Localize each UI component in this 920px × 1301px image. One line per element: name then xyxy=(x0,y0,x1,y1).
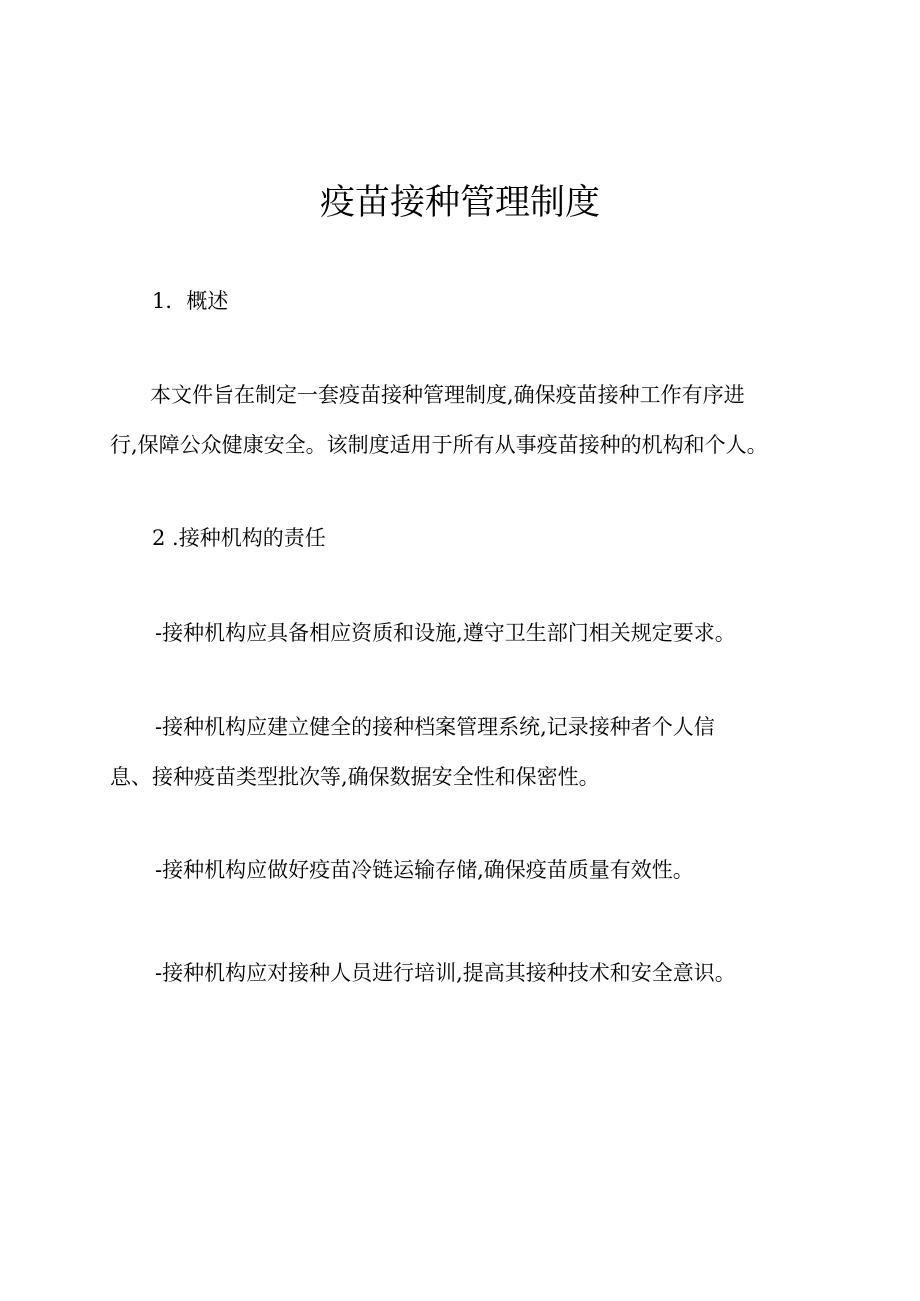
section-1-paragraph-line-1: 本文件旨在制定一套疫苗接种管理制度,确保疫苗接种工作有序进 xyxy=(150,383,745,407)
section-2-item-3: -接种机构应做好疫苗冷链运输存储,确保疫苗质量有效性。 xyxy=(155,858,694,882)
document-title: 疫苗接种管理制度 xyxy=(319,183,600,223)
section-2-item-2-line-1: -接种机构应建立健全的接种档案管理系统,记录接种者个人信 xyxy=(155,715,715,739)
section-1-heading: 1．概述 xyxy=(152,289,229,313)
section-2-item-4: -接种机构应对接种人员进行培训,提高其接种技术和安全意识。 xyxy=(155,961,736,985)
section-2-heading: 2 .接种机构的责任 xyxy=(152,526,326,550)
section-1-paragraph-line-2: 行,保障公众健康安全。该制度适用于所有从事疫苗接种的机构和个人。 xyxy=(110,433,768,457)
section-2-item-1: -接种机构应具备相应资质和设施,遵守卫生部门相关规定要求。 xyxy=(155,621,736,645)
section-2-item-2-line-2: 息、接种疫苗类型批次等,确保数据安全性和保密性。 xyxy=(110,765,600,789)
